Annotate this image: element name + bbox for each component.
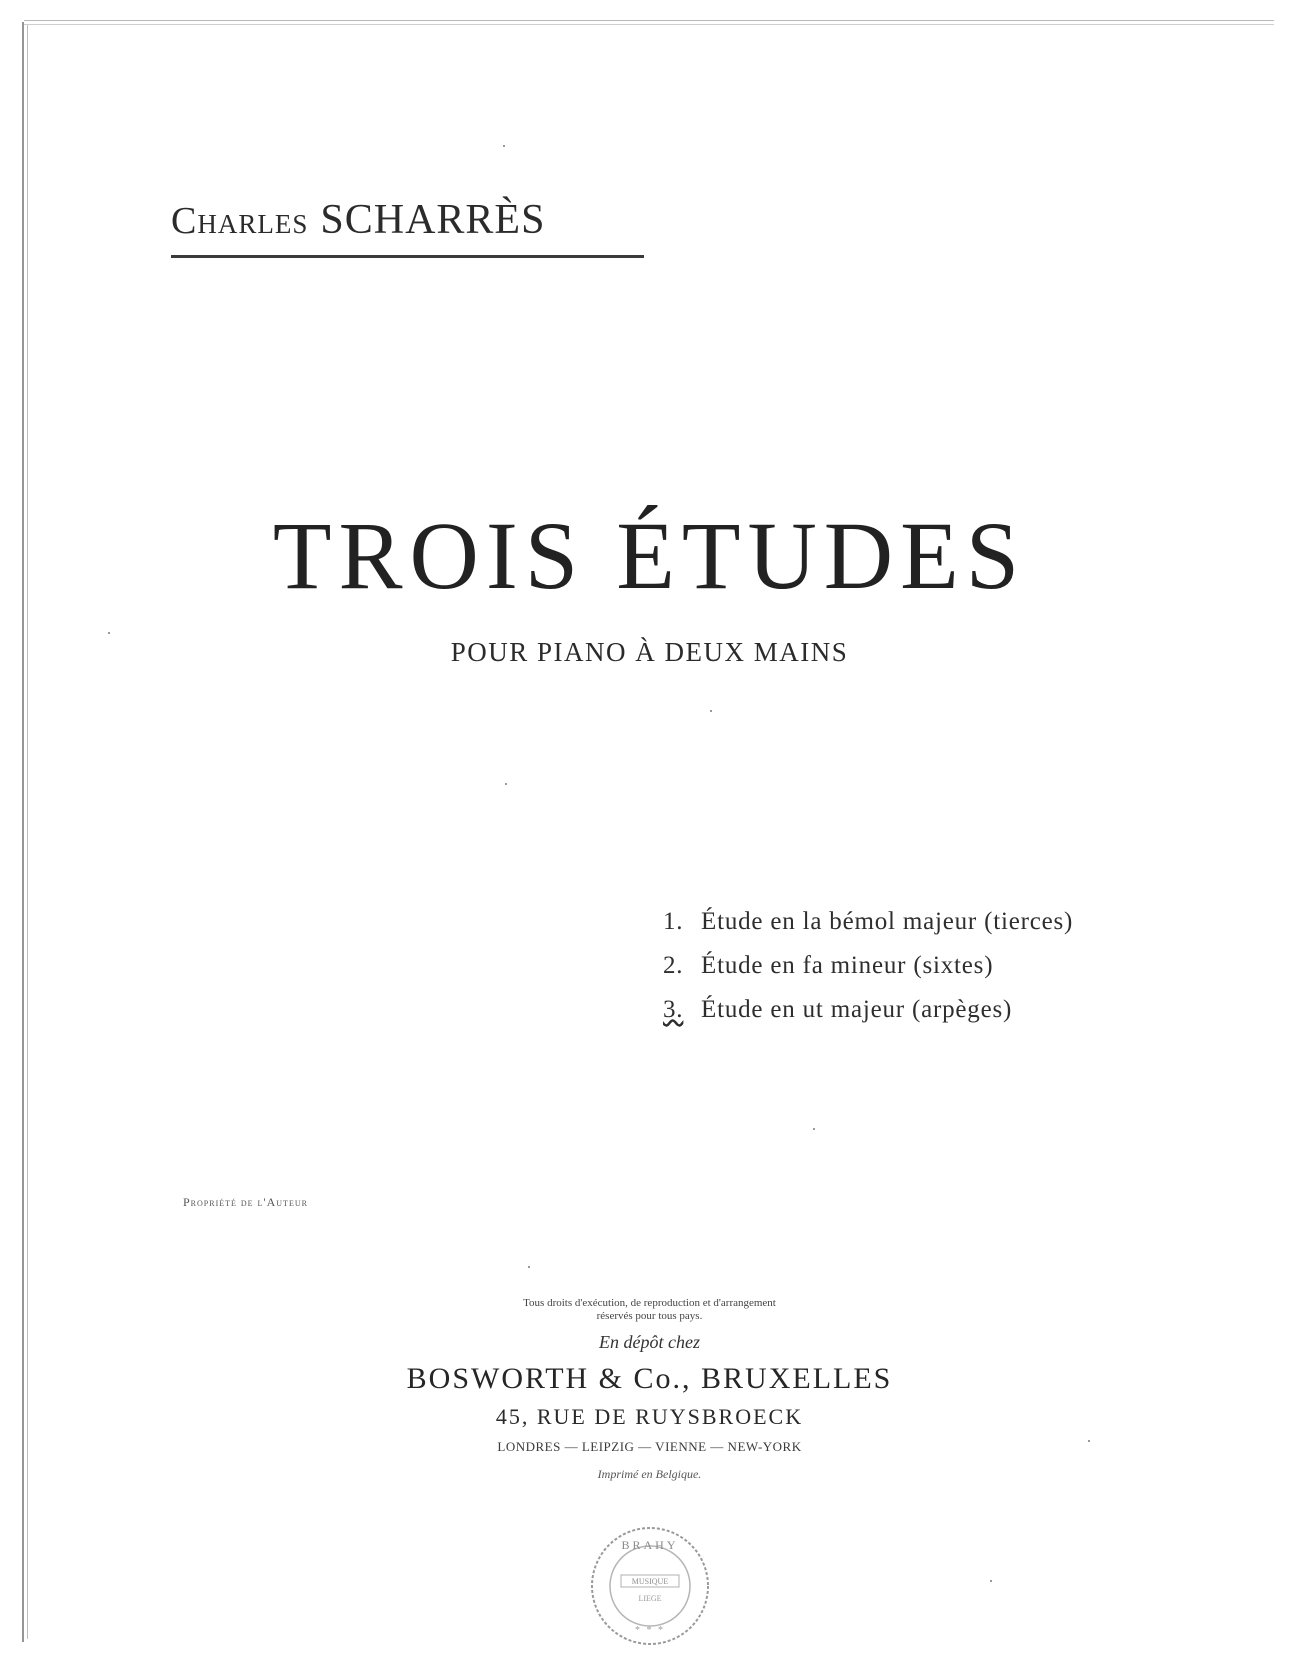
library-stamp-icon (587, 1523, 713, 1649)
scan-speck (1088, 1440, 1090, 1442)
printed-in-notice: Imprimé en Belgique. (597, 1467, 702, 1481)
scan-border-left (22, 22, 24, 1642)
scan-border-top-inner (24, 24, 1274, 25)
contents-item-title: Étude en la bémol majeur (tierces) (701, 908, 1074, 935)
scan-speck (710, 710, 712, 712)
contents-item-number: 2. (663, 952, 684, 979)
rights-notice (0, 1297, 1299, 1323)
rights-line: réservés pour tous pays. (596, 1310, 703, 1322)
contents-item (663, 944, 1073, 988)
svg-text:BRAHY: BRAHY (621, 1538, 679, 1552)
composer-underline (171, 255, 644, 258)
svg-text:LIEGE: LIEGE (638, 1594, 662, 1603)
scan-speck (528, 1266, 530, 1268)
composer-name (171, 196, 545, 244)
scan-speck (503, 145, 505, 147)
contents-item-number: 3. (663, 996, 684, 1023)
work-subtitle: POUR PIANO À DEUX MAINS (450, 637, 849, 667)
deposit-line: En dépôt chez (599, 1332, 700, 1352)
scan-speck (505, 783, 507, 785)
scan-speck (108, 632, 110, 634)
contents-item-title: Étude en ut majeur (arpèges) (701, 996, 1013, 1023)
property-notice: Propriété de l'Auteur (183, 1195, 308, 1209)
rights-line: Tous droits d'exécution, de reproduction et d'arrangement (523, 1297, 776, 1309)
scan-speck (990, 1580, 992, 1582)
composer-first-name: Charles (171, 200, 309, 242)
contents-list (663, 900, 1073, 1032)
composer-last-name: SCHARRÈS (320, 197, 546, 243)
scan-border-left-inner (27, 24, 28, 1639)
scan-speck (813, 1128, 815, 1130)
scan-border-top (24, 20, 1274, 21)
publisher-cities: LONDRES — LEIPZIG — VIENNE — NEW-YORK (497, 1439, 802, 1454)
publisher-name: BOSWORTH & Co., BRUXELLES (406, 1362, 893, 1395)
contents-item (663, 900, 1073, 944)
work-title: TROIS ÉTUDES (272, 502, 1027, 609)
contents-item-number: 1. (663, 908, 684, 935)
contents-item (663, 988, 1073, 1032)
publisher-address: 45, RUE DE RUYSBROECK (495, 1404, 804, 1429)
svg-text:* * *: * * * (635, 1625, 665, 1636)
contents-item-title: Étude en fa mineur (sixtes) (701, 952, 994, 979)
svg-text:MUSIQUE: MUSIQUE (631, 1577, 669, 1586)
